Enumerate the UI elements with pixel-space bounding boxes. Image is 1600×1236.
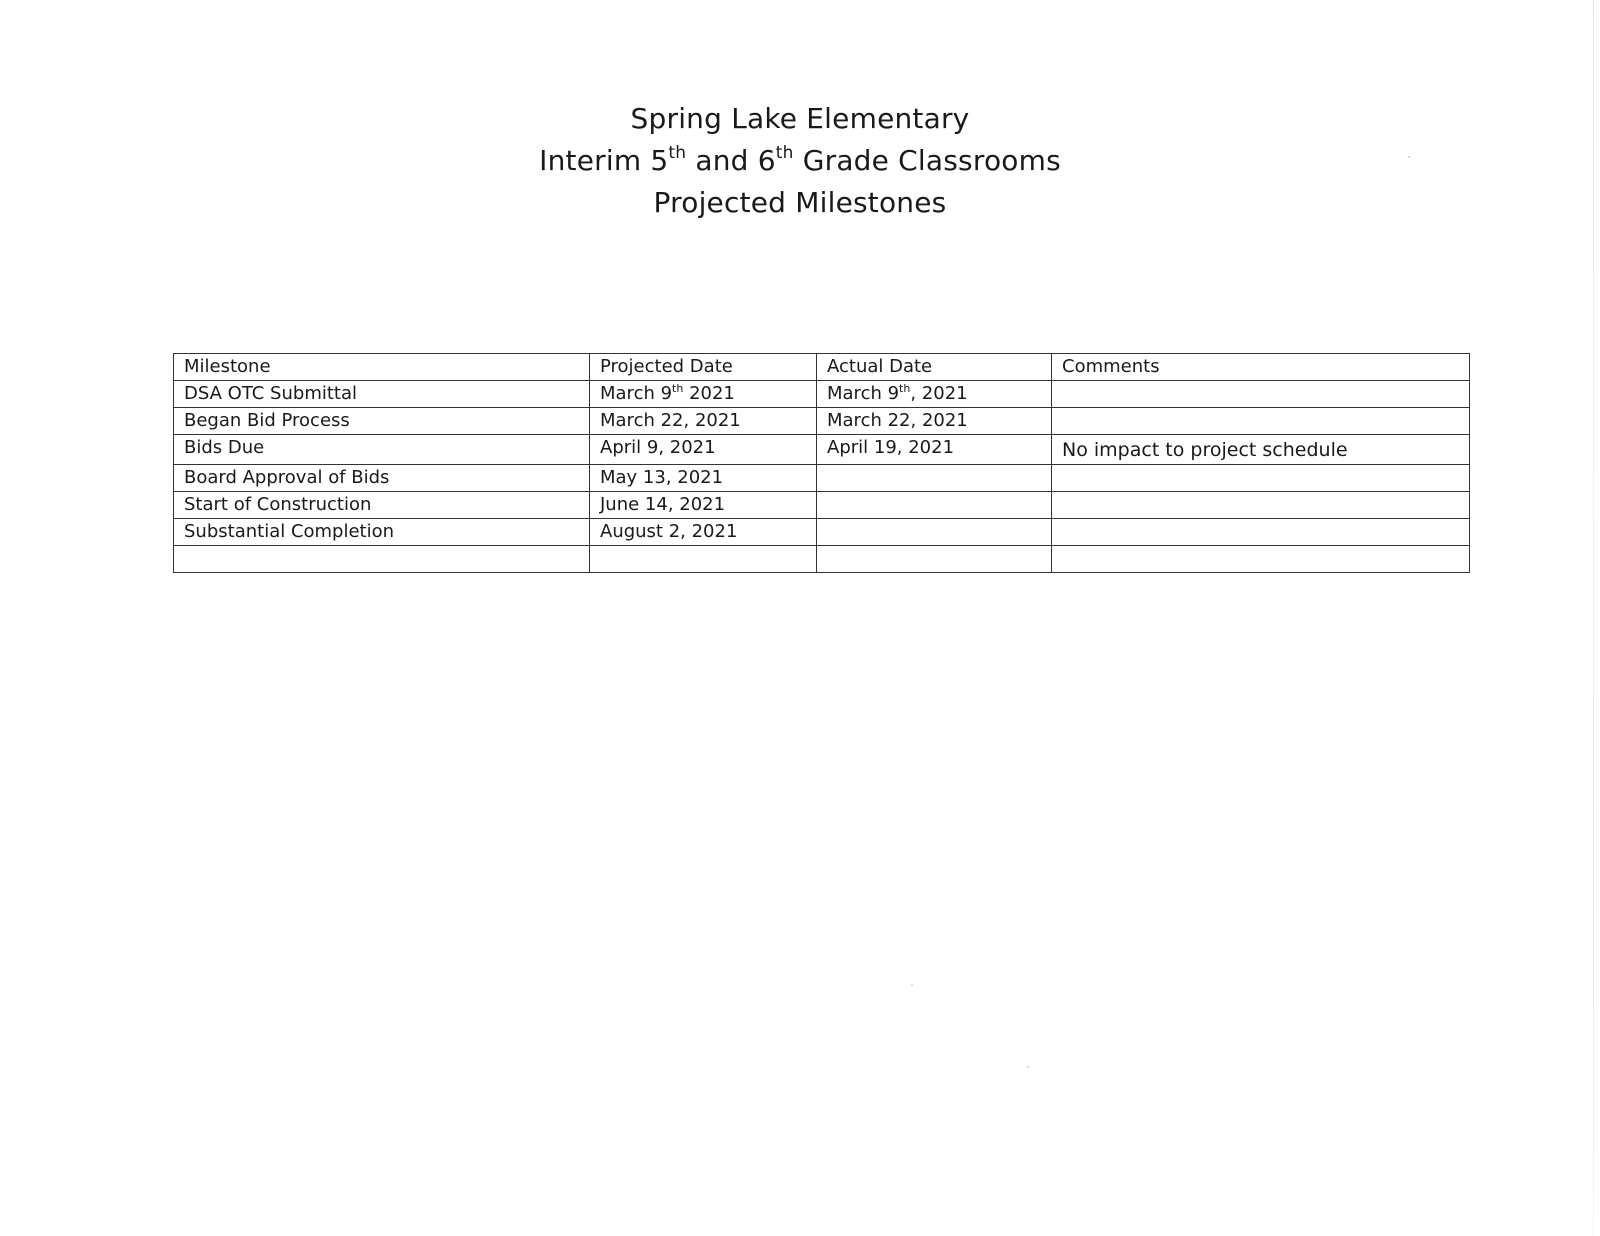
table-row [174,519,1470,546]
comments-cell [1052,465,1470,492]
milestones-table [173,353,1470,573]
header-actual-date: Actual Date [817,354,1052,381]
actual-date-cell [817,492,1052,519]
milestone-cell [174,546,590,573]
header-projected-date: Projected Date [590,354,817,381]
scan-speck [1027,1066,1029,1068]
projected-date-cell: March 22, 2021 [590,408,817,435]
header-comments: Comments [1052,354,1470,381]
projected-date-cell: March 9th 2021 [590,381,817,408]
table-row [174,465,1470,492]
milestone-cell: Start of Construction [174,492,590,519]
comments-cell [1052,492,1470,519]
actual-date-cell: April 19, 2021 [817,435,1052,465]
projected-date-cell: August 2, 2021 [590,519,817,546]
comments-cell [1052,546,1470,573]
table-row [174,381,1470,408]
title-project-name: Interim 5th and 6th Grade Classrooms [539,143,1061,177]
projected-date-cell: June 14, 2021 [590,492,817,519]
milestone-cell: Substantial Completion [174,519,590,546]
milestone-cell: Board Approval of Bids [174,465,590,492]
actual-date-cell: March 22, 2021 [817,408,1052,435]
title-school-name: Spring Lake Elementary [630,102,970,135]
milestone-cell: DSA OTC Submittal [174,381,590,408]
comments-cell [1052,408,1470,435]
header-milestone: Milestone [174,354,590,381]
actual-date-cell [817,465,1052,492]
document-title [0,98,1600,224]
actual-date-cell [817,519,1052,546]
milestone-cell: Began Bid Process [174,408,590,435]
table-header-row [174,354,1470,381]
title-subtitle: Projected Milestones [653,186,947,219]
table-row [174,546,1470,573]
table-row [174,492,1470,519]
projected-date-cell [590,546,817,573]
scan-speck [911,984,913,986]
actual-date-cell: March 9th, 2021 [817,381,1052,408]
actual-date-cell [817,546,1052,573]
scan-speck [1408,156,1410,158]
table-row [174,408,1470,435]
comments-cell [1052,519,1470,546]
milestone-cell: Bids Due [174,435,590,465]
comments-cell [1052,381,1470,408]
comments-cell: No impact to project schedule [1052,435,1470,465]
table-row [174,435,1470,465]
projected-date-cell: April 9, 2021 [590,435,817,465]
projected-date-cell: May 13, 2021 [590,465,817,492]
